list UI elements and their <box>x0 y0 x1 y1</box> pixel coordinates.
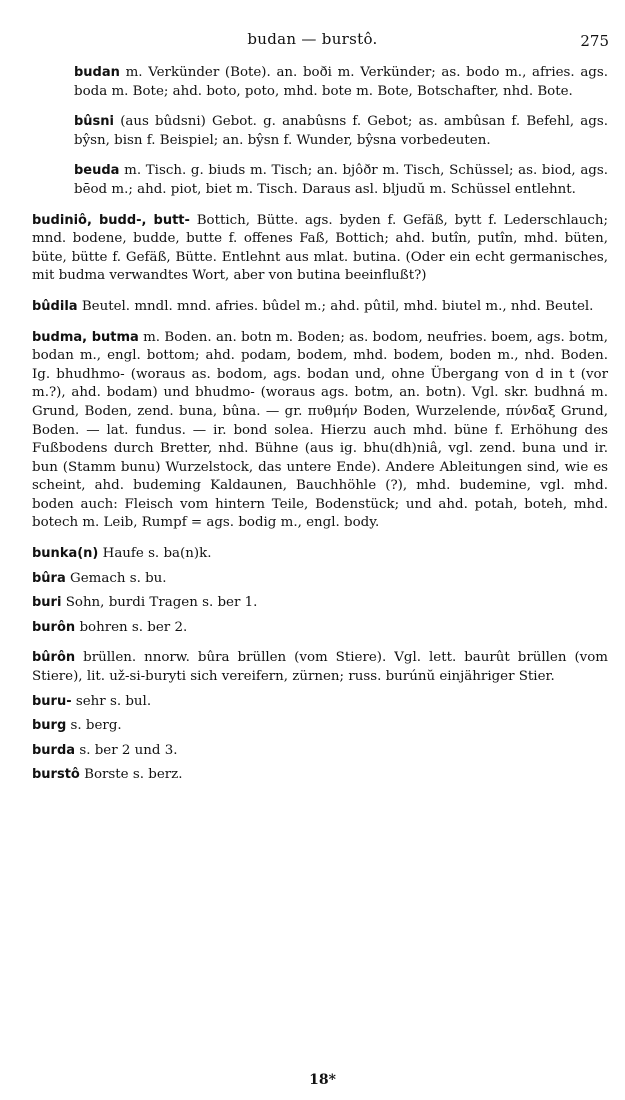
entry-headword: burg <box>32 718 67 734</box>
dictionary-entry <box>32 212 608 286</box>
signature-mark: 18* <box>309 1072 336 1088</box>
dictionary-entry <box>32 162 608 199</box>
dictionary-entry <box>32 329 608 534</box>
entry-headword: buri <box>32 595 62 611</box>
entry-text: bohren s. ber 2. <box>79 619 188 635</box>
entry-headword: buru- <box>32 693 72 709</box>
entry-text: s. berg. <box>70 718 122 734</box>
entry-text: m. Verkünder (Bote). an. boði m. Verkünder; as. bodo m., afries. ags. boda m. Bote; ahd. boto, poto, mhd. bote m. Bote, Botschafter, nhd. Bote. <box>74 65 609 99</box>
entry-headword: bûdila <box>32 298 78 314</box>
dictionary-entry <box>32 545 608 564</box>
entry-headword: bûsni <box>74 114 115 130</box>
entry-headword: budiniô, budd-, butt- <box>32 212 190 228</box>
dictionary-entry <box>32 766 608 785</box>
entry-headword: burstô <box>32 767 80 783</box>
entry-headword: bunka(n) <box>32 546 99 562</box>
dictionary-entry <box>32 594 608 613</box>
entry-text: s. ber 2 und 3. <box>79 742 178 758</box>
dictionary-entry <box>32 742 608 761</box>
entries-list <box>32 64 608 791</box>
entry-text: Gemach s. bu. <box>70 570 167 586</box>
dictionary-entry <box>32 570 608 589</box>
entry-text: brüllen. nnorw. bûra brüllen (vom Stiere). Vgl. lett. baurût brüllen (vom Stiere), lit. už-si-buryti sich vereifern, zürnen; russ. burúnŭ einjähriger Stier. <box>32 650 608 685</box>
entry-text: m. Tisch. g. biuds m. Tisch; an. bjôðr m. Tisch, Schüssel; as. biod, ags. bēod m.; ahd. piot, biet m. Tisch. Daraus asl. bljudŭ m. Schüssel entlehnt. <box>74 163 609 197</box>
dictionary-entry <box>32 693 608 712</box>
entry-text: Borste s. berz. <box>84 767 183 783</box>
entry-text: sehr s. bul. <box>75 693 152 709</box>
entry-headword: bûrôn <box>32 650 76 666</box>
dictionary-entry <box>32 64 608 101</box>
dictionary-entry <box>32 717 608 736</box>
dictionary-entry <box>32 649 608 686</box>
dictionary-entry <box>32 113 608 150</box>
entry-headword: beuda <box>74 163 120 179</box>
entry-text: Beutel. mndl. mnd. afries. bûdel m.; ahd. pûtil, mhd. biutel m., nhd. Beutel. <box>81 298 594 314</box>
entry-text: Sohn, burdi Tragen s. ber 1. <box>65 595 258 611</box>
dictionary-entry <box>32 619 608 638</box>
entry-text: Bottich, Bütte. ags. byden f. Gefäß, bytt f. Lederschlauch; mnd. bodene, budde, butte f. offenes Faß, Bottich; ahd. butîn, putîn, mhd. büten, büte, bütte f. Gefäß, Bütte. Entlehnt aus mlat. butina. (Oder ein echt germanisches, mit budma verwandtes Wort, aber von butina beeinflußt?) <box>32 212 609 284</box>
dictionary-entry <box>32 298 608 317</box>
page-header <box>0 30 625 54</box>
page-number: 275 <box>580 32 609 50</box>
entry-headword: burda <box>32 742 76 758</box>
entry-text: Haufe s. ba(n)k. <box>102 546 212 562</box>
entry-text: (aus bûdsni) Gebot. g. anabûsns f. Gebot; as. ambûsan f. Befehl, ags. bŷsn, bisn f. Beispiel; an. bŷsn f. Wunder, bŷsna vorbedeuten. <box>74 114 608 148</box>
running-head: budan — burstô. <box>247 30 378 48</box>
entry-text: m. Boden. an. botn m. Boden; as. bodom, neufries. boem, ags. botm, bodan m., engl. bottom; ahd. podam, bodem, mhd. bodem, boden m., nhd. Boden. Ig. bhudhmo- (woraus as. bodom, ags. bodan und, ohne Übergang von d in t (vor m.?), ahd. bodam) und bhudmo- (woraus ags. botm, an. botn). Vgl. skr. budhná m. Grund, Boden, zend. buna, bûna. — gr. πυθμήν Boden, Wurzelende, πύνδαξ Grund, Boden. — lat. fundus. — ir. bond solea. Hierzu auch mhd. büne f. Erhöhung des Fußbodens durch Bretter, nhd. Bühne (aus ig. bhu(dh)niâ, vgl. zend. buna und ir. bun (Stamm bunu) Wurzelstock, das untere Ende). Andere Ableitungen sind, wie es scheint, ahd. budeming Kaldaunen, Bauchhöhle (?), mhd. budemine, vgl. mhd. boden auch: Fleisch vom hintern Teile, Bodenstück; und ahd. potah, boteh, mhd. botech m. Leib, Rumpf = ags. bodig m., engl. body. <box>32 329 608 531</box>
entry-headword: bûra <box>32 570 66 586</box>
entry-headword: budma, butma <box>32 329 139 345</box>
entry-headword: burôn <box>32 619 76 635</box>
entry-headword: budan <box>74 65 120 80</box>
